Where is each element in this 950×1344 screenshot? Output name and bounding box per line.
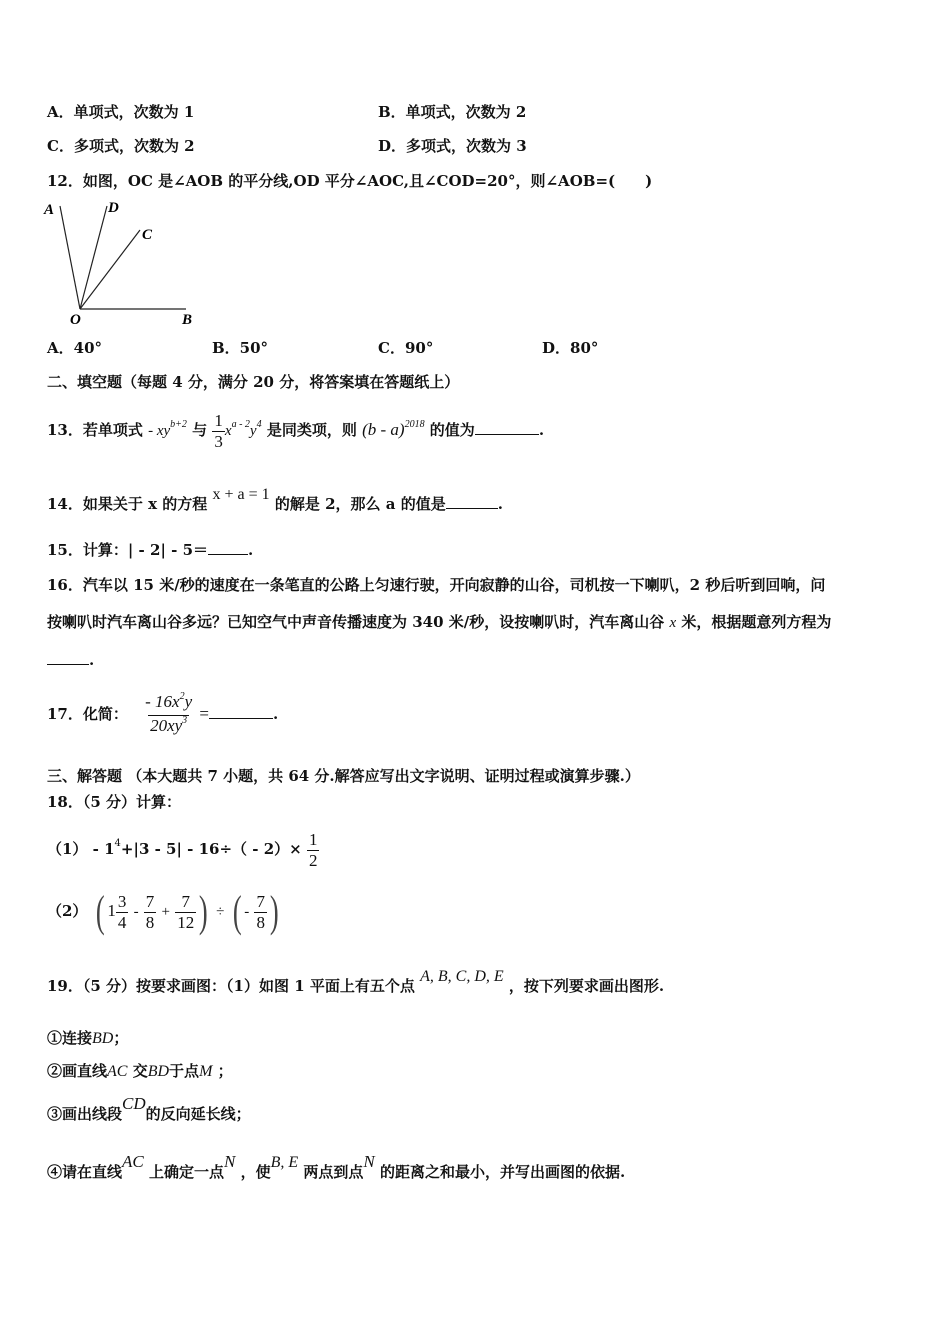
q17-answer-blank[interactable] <box>209 704 273 719</box>
q12-option-c: C．90° <box>378 339 434 357</box>
q13-fraction: $\frac{1}{3}$ <box>214 410 223 451</box>
q15-answer-blank[interactable] <box>208 540 248 555</box>
q19-stem: 19．（5 分）按要求画图：（1）如图 1 平面上有五个点 A, B, C, D, E ，按下列要求画出图形. <box>47 968 665 995</box>
q13-post: 的值为 <box>429 421 475 439</box>
ray-oa <box>60 206 80 309</box>
q14: 14．如果关于 x 的方程 x + a = 1 的解是 2，那么 a 的值是 . <box>47 486 503 513</box>
q13-power-base: (b - a) <box>362 420 405 439</box>
q16-line-3: . <box>47 650 94 670</box>
q18-part-2: （2） ( 1 $\frac{3}{4}$ - $\frac{7}{8}$ + $\frac{7}{12}$ ) ÷ ( - $\frac{7}{8}$ ) <box>47 887 279 936</box>
q12-option-b: B．50° <box>212 339 269 357</box>
q19-step-3: ③画出线段CD的反向延长线； <box>47 1094 251 1123</box>
q19-step-2: ②画直线AC 交BD于点M ； <box>47 1062 233 1080</box>
section-3-heading: 三、解答题 （本大题共 7 小题，共 64 分.解答应写出文字说明、证明过程或演算步骤.） <box>47 767 640 785</box>
ray-od <box>80 206 107 309</box>
q14-prefix: 14．如果关于 x 的方程 <box>47 495 208 513</box>
q11-option-a: A．单项式，次数为 1 <box>47 103 195 121</box>
q19-points: A, B, C, D, E <box>420 968 504 985</box>
q17-fraction: $\frac{- 16x^2y}{20xy^3}$ <box>143 692 194 739</box>
q15: 15．计算：| - 2| - 5＝ . <box>47 541 254 559</box>
label-a: A <box>44 202 55 218</box>
q11-option-b: B．单项式，次数为 2 <box>378 103 527 121</box>
q13-monomial-1-exp: b+2 <box>170 419 187 430</box>
label-c: C <box>142 227 153 243</box>
q11-option-d: D．多项式，次数为 3 <box>378 137 527 155</box>
q13: 13．若单项式 - $xy^{b+2}$ 与 $\frac{1}{3}$ $x^{a - 2}y^4$ 是同类项，则 (b - a)$^{2018}$ 的值为 . <box>47 410 545 451</box>
angle-figure <box>40 196 210 331</box>
q13-prefix: 13．若单项式 <box>47 421 143 439</box>
section-2-heading: 二、填空题（每题 4 分，满分 20 分，将答案填在答题纸上） <box>47 373 460 391</box>
q12-stem: 12．如图，OC 是∠AOB 的平分线,OD 平分∠AOC,且∠COD=20°，则∠AOB=( ) <box>47 172 653 190</box>
q13-power-exp: 2018 <box>404 419 425 430</box>
q14-equation: x + a = 1 <box>212 486 270 503</box>
q16-answer-blank[interactable] <box>47 650 89 665</box>
q18-stem: 18．（5 分）计算： <box>47 793 182 811</box>
q13-and: 与 <box>192 421 208 439</box>
q18-part-1: $(1) - 1^4+|3 - 5| - 16\div( - 2)\times$ $\frac{1}{2}$ <box>47 829 318 870</box>
q11-option-c: C．多项式，次数为 2 <box>47 137 195 155</box>
ray-oc <box>80 230 140 309</box>
q17: 17．化简： $\frac{- 16x^2y}{20xy^3}$ = . <box>47 684 278 744</box>
q19-step-1: ①连接BD； <box>47 1029 129 1047</box>
q14-post: 的解是 2，那么 a 的值是 <box>274 495 446 513</box>
q19-step-4: ④请在直线AC 上确定一点N ，使B, E 两点到点N 的距离之和最小，并写出画图的依据. <box>47 1152 626 1181</box>
q13-middle: 是同类项，则 <box>266 421 357 439</box>
label-b: B <box>182 312 193 328</box>
q17-prefix: 17．化简： <box>47 705 128 723</box>
q16-line-2: 按喇叭时汽车离山谷多远？已知空气中声音传播速度为 340 米/秒，设按喇叭时，汽车离山谷 x 米，根据题意列方程为 <box>47 613 832 631</box>
q13-answer-blank[interactable] <box>475 420 539 435</box>
label-o: O <box>70 312 81 328</box>
label-d: D <box>108 200 119 216</box>
q13-monomial-1: - xy <box>148 423 171 439</box>
q12-option-a: A．40° <box>47 339 103 357</box>
q14-answer-blank[interactable] <box>446 494 498 509</box>
q12-option-d: D．80° <box>542 339 599 357</box>
q16-line-1: 16．汽车以 15 米/秒的速度在一条笔直的公路上匀速行驶，开向寂静的山谷，司机按一下喇叭，2 秒后听到回响，问 <box>47 576 826 594</box>
